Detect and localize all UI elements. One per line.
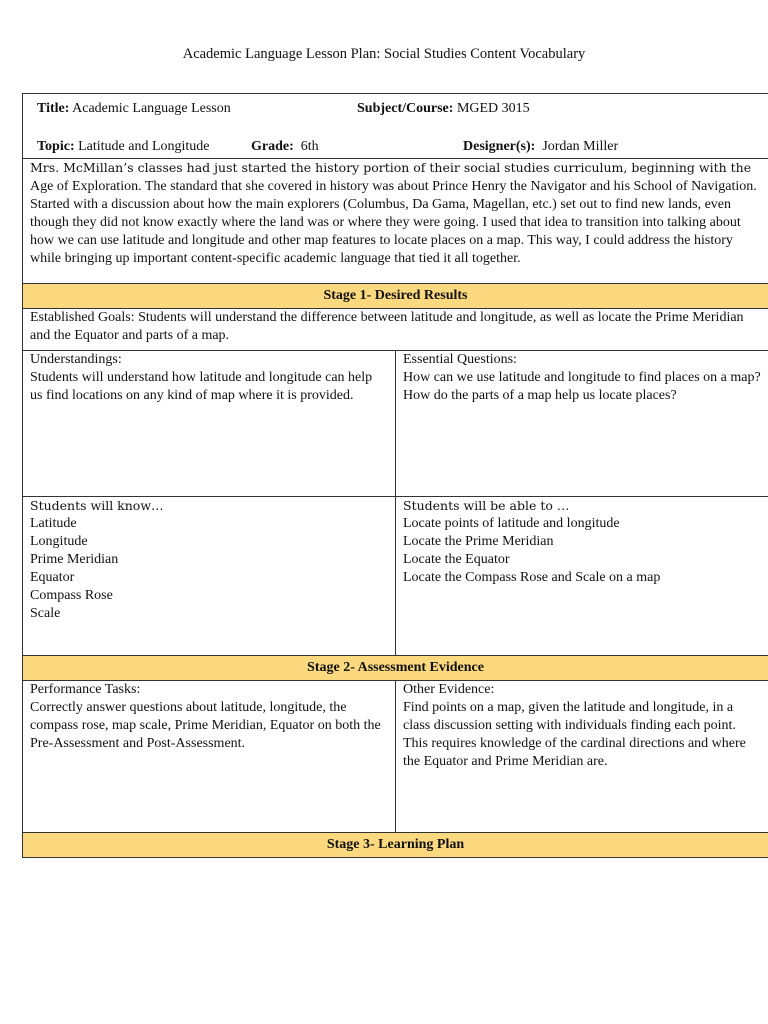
know-item: Latitude	[30, 516, 77, 531]
stage3-heading: Stage 3- Learning Plan	[23, 833, 768, 858]
subject-field: Subject/Course: MGED 3015	[357, 101, 530, 116]
able-item: Locate points of latitude and longitude	[403, 516, 620, 531]
essential-questions-cell: Essential Questions: How can we use latitude and longitude to find places on a map? How do the parts of a map help us locate places?	[396, 351, 768, 497]
able-item: Locate the Equator	[403, 552, 510, 567]
designer-field: Designer(s): Jordan Miller	[463, 139, 619, 154]
grade-field: Grade: 6th	[251, 139, 319, 154]
topic-field: Topic: Latitude and Longitude	[37, 139, 210, 154]
stage1-heading: Stage 1- Desired Results	[23, 284, 768, 309]
lesson-plan-table	[22, 93, 768, 858]
performance-tasks-cell: Performance Tasks: Correctly answer questions about latitude, longitude, the compass rose, map scale, Prime Meridian, Equator on both the Pre-Assessment and Post-Assessment.	[23, 681, 396, 833]
able-item: Locate the Prime Meridian	[403, 534, 554, 549]
students-will-know-cell: Students will know… Latitude Longitude Prime Meridian Equator Compass Rose Scale	[23, 497, 396, 656]
understandings-cell: Understandings: Students will understand how latitude and longitude can help us find locations on any kind of map where it is provided.	[23, 351, 396, 497]
established-goals: Established Goals: Students will understand the difference between latitude and longitude, as well as locate the Prime Meridian and the Equator and parts of a map.	[23, 309, 768, 351]
header-block	[23, 94, 768, 159]
know-item: Compass Rose	[30, 588, 113, 603]
other-evidence-cell: Other Evidence: Find points on a map, given the latitude and longitude, in a class discussion setting with individuals finding each point. This requires knowledge of the cardinal directions and where the Equator and Prime Meridian are.	[396, 681, 768, 833]
title-field: Title: Academic Language Lesson	[37, 101, 231, 116]
know-item: Equator	[30, 570, 75, 585]
know-item: Longitude	[30, 534, 88, 549]
question-item: How can we use latitude and longitude to find places on a map?	[403, 370, 761, 385]
students-able-to-cell: Students will be able to … Locate points of latitude and longitude Locate the Prime Meridian Locate the Equator Locate the Compass Rose and Scale on a map	[396, 497, 768, 656]
know-item: Scale	[30, 606, 61, 621]
know-item: Prime Meridian	[30, 552, 119, 567]
able-item: Locate the Compass Rose and Scale on a map	[403, 570, 661, 585]
question-item: How do the parts of a map help us locate places?	[403, 388, 677, 403]
document-title: Academic Language Lesson Plan: Social Studies Content Vocabulary	[182, 46, 586, 62]
intro-paragraph: Mrs. McMillan’s classes had just started the history portion of their social studies curriculum, beginning with the Age of Exploration. The standard that she covered in history was about Prince Henry the Navigator and his School of Navigation. Started with a discussion about how the main explorers (Columbus, Da Gama, Magellan, etc.) set out to find new lands, even though they did not know exactly where the land was or where they were going. I used that idea to transition into talking about how we can use latitude and longitude and other map features to locate places on a map. This way, I could address the history while bringing up important content-specific academic language that tied it all together.	[23, 159, 768, 284]
stage2-heading: Stage 2- Assessment Evidence	[23, 656, 768, 681]
